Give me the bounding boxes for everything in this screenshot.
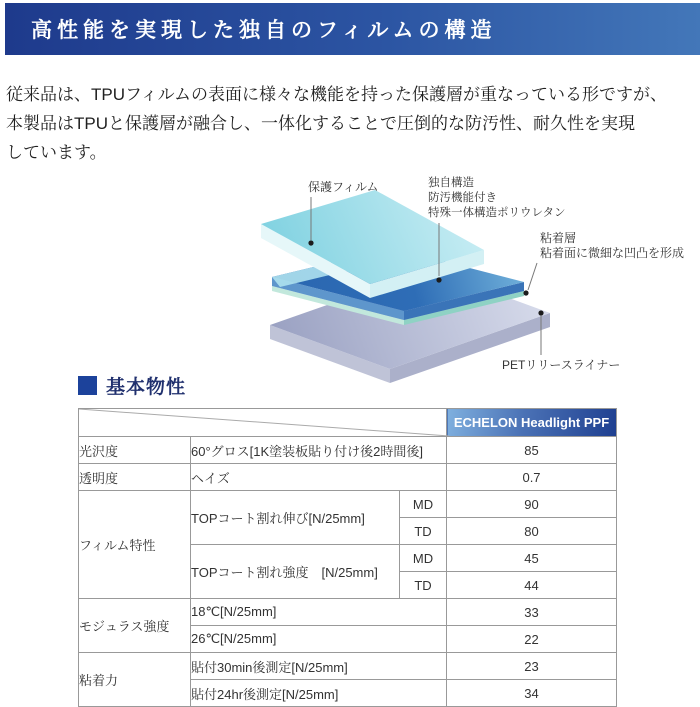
label-unique-structure: 独自構造 防汚機能付き 特殊一体構造ポリウレタン	[428, 177, 566, 219]
condition-cell: 貼付30min後測定[N/25mm]	[191, 653, 447, 680]
film-structure-diagram	[0, 170, 700, 386]
value-cell: 90	[447, 491, 617, 518]
value-cell: 22	[447, 626, 617, 653]
property-name-cell: 粘着力	[79, 653, 191, 707]
condition-cell: 60°グロス[1K塗装板貼り付け後2時間後]	[191, 437, 447, 464]
condition-cell: TOPコート割れ強度 [N/25mm]	[191, 545, 400, 599]
value-cell: 23	[447, 653, 617, 680]
product-column-header: ECHELON Headlight PPF	[447, 409, 617, 437]
property-name-cell: フィルム特性	[79, 491, 191, 599]
diagonal-line	[79, 409, 449, 436]
condition-cell: 26℃[N/25mm]	[191, 626, 447, 653]
basic-properties-table	[78, 408, 617, 707]
condition-cell: TOPコート割れ伸び[N/25mm]	[191, 491, 400, 545]
section-header-banner	[5, 3, 700, 55]
direction-cell: TD	[400, 518, 447, 545]
property-name-cell: モジュラス強度	[79, 599, 191, 653]
direction-cell: TD	[400, 572, 447, 599]
table-row	[79, 491, 617, 518]
label-protective-film: 保護フィルム	[308, 180, 379, 194]
table-row	[79, 437, 617, 464]
value-cell: 80	[447, 518, 617, 545]
condition-cell: 18℃[N/25mm]	[191, 599, 447, 626]
table-header-row	[79, 409, 617, 437]
diagonal-corner-cell	[79, 409, 447, 437]
table-row	[79, 599, 617, 626]
film-layers-illustration	[0, 170, 700, 386]
intro-paragraph	[6, 80, 696, 167]
heading-square-icon	[78, 376, 97, 395]
value-cell: 0.7	[447, 464, 617, 491]
property-name-cell: 光沢度	[79, 437, 191, 464]
direction-cell: MD	[400, 545, 447, 572]
value-cell: 45	[447, 545, 617, 572]
property-name-cell: 透明度	[79, 464, 191, 491]
direction-cell: MD	[400, 491, 447, 518]
section-heading-text: 基本物性	[106, 377, 187, 398]
page-title: 高性能を実現した独自のフィルムの構造	[31, 17, 497, 42]
table-row	[79, 653, 617, 680]
condition-cell: ヘイズ	[191, 464, 447, 491]
table-row	[79, 464, 617, 491]
label-adhesive-layer: 粘着層 粘着面に微細な凹凸を形成	[540, 231, 685, 260]
section-heading-basic-properties	[78, 372, 186, 399]
label-release-liner: PETリリースライナー	[502, 358, 621, 372]
intro-line: 本製品はTPUと保護層が融合し、一体化することで圧倒的な防汚性、耐久性を実現	[6, 114, 635, 133]
value-cell: 44	[447, 572, 617, 599]
condition-cell: 貼付24hr後測定[N/25mm]	[191, 680, 447, 707]
value-cell: 85	[447, 437, 617, 464]
intro-line: しています。	[6, 143, 107, 162]
value-cell: 34	[447, 680, 617, 707]
value-cell: 33	[447, 599, 617, 626]
intro-line: 従来品は、TPUフィルムの表面に様々な機能を持った保護層が重なっている形ですが、	[6, 85, 667, 104]
